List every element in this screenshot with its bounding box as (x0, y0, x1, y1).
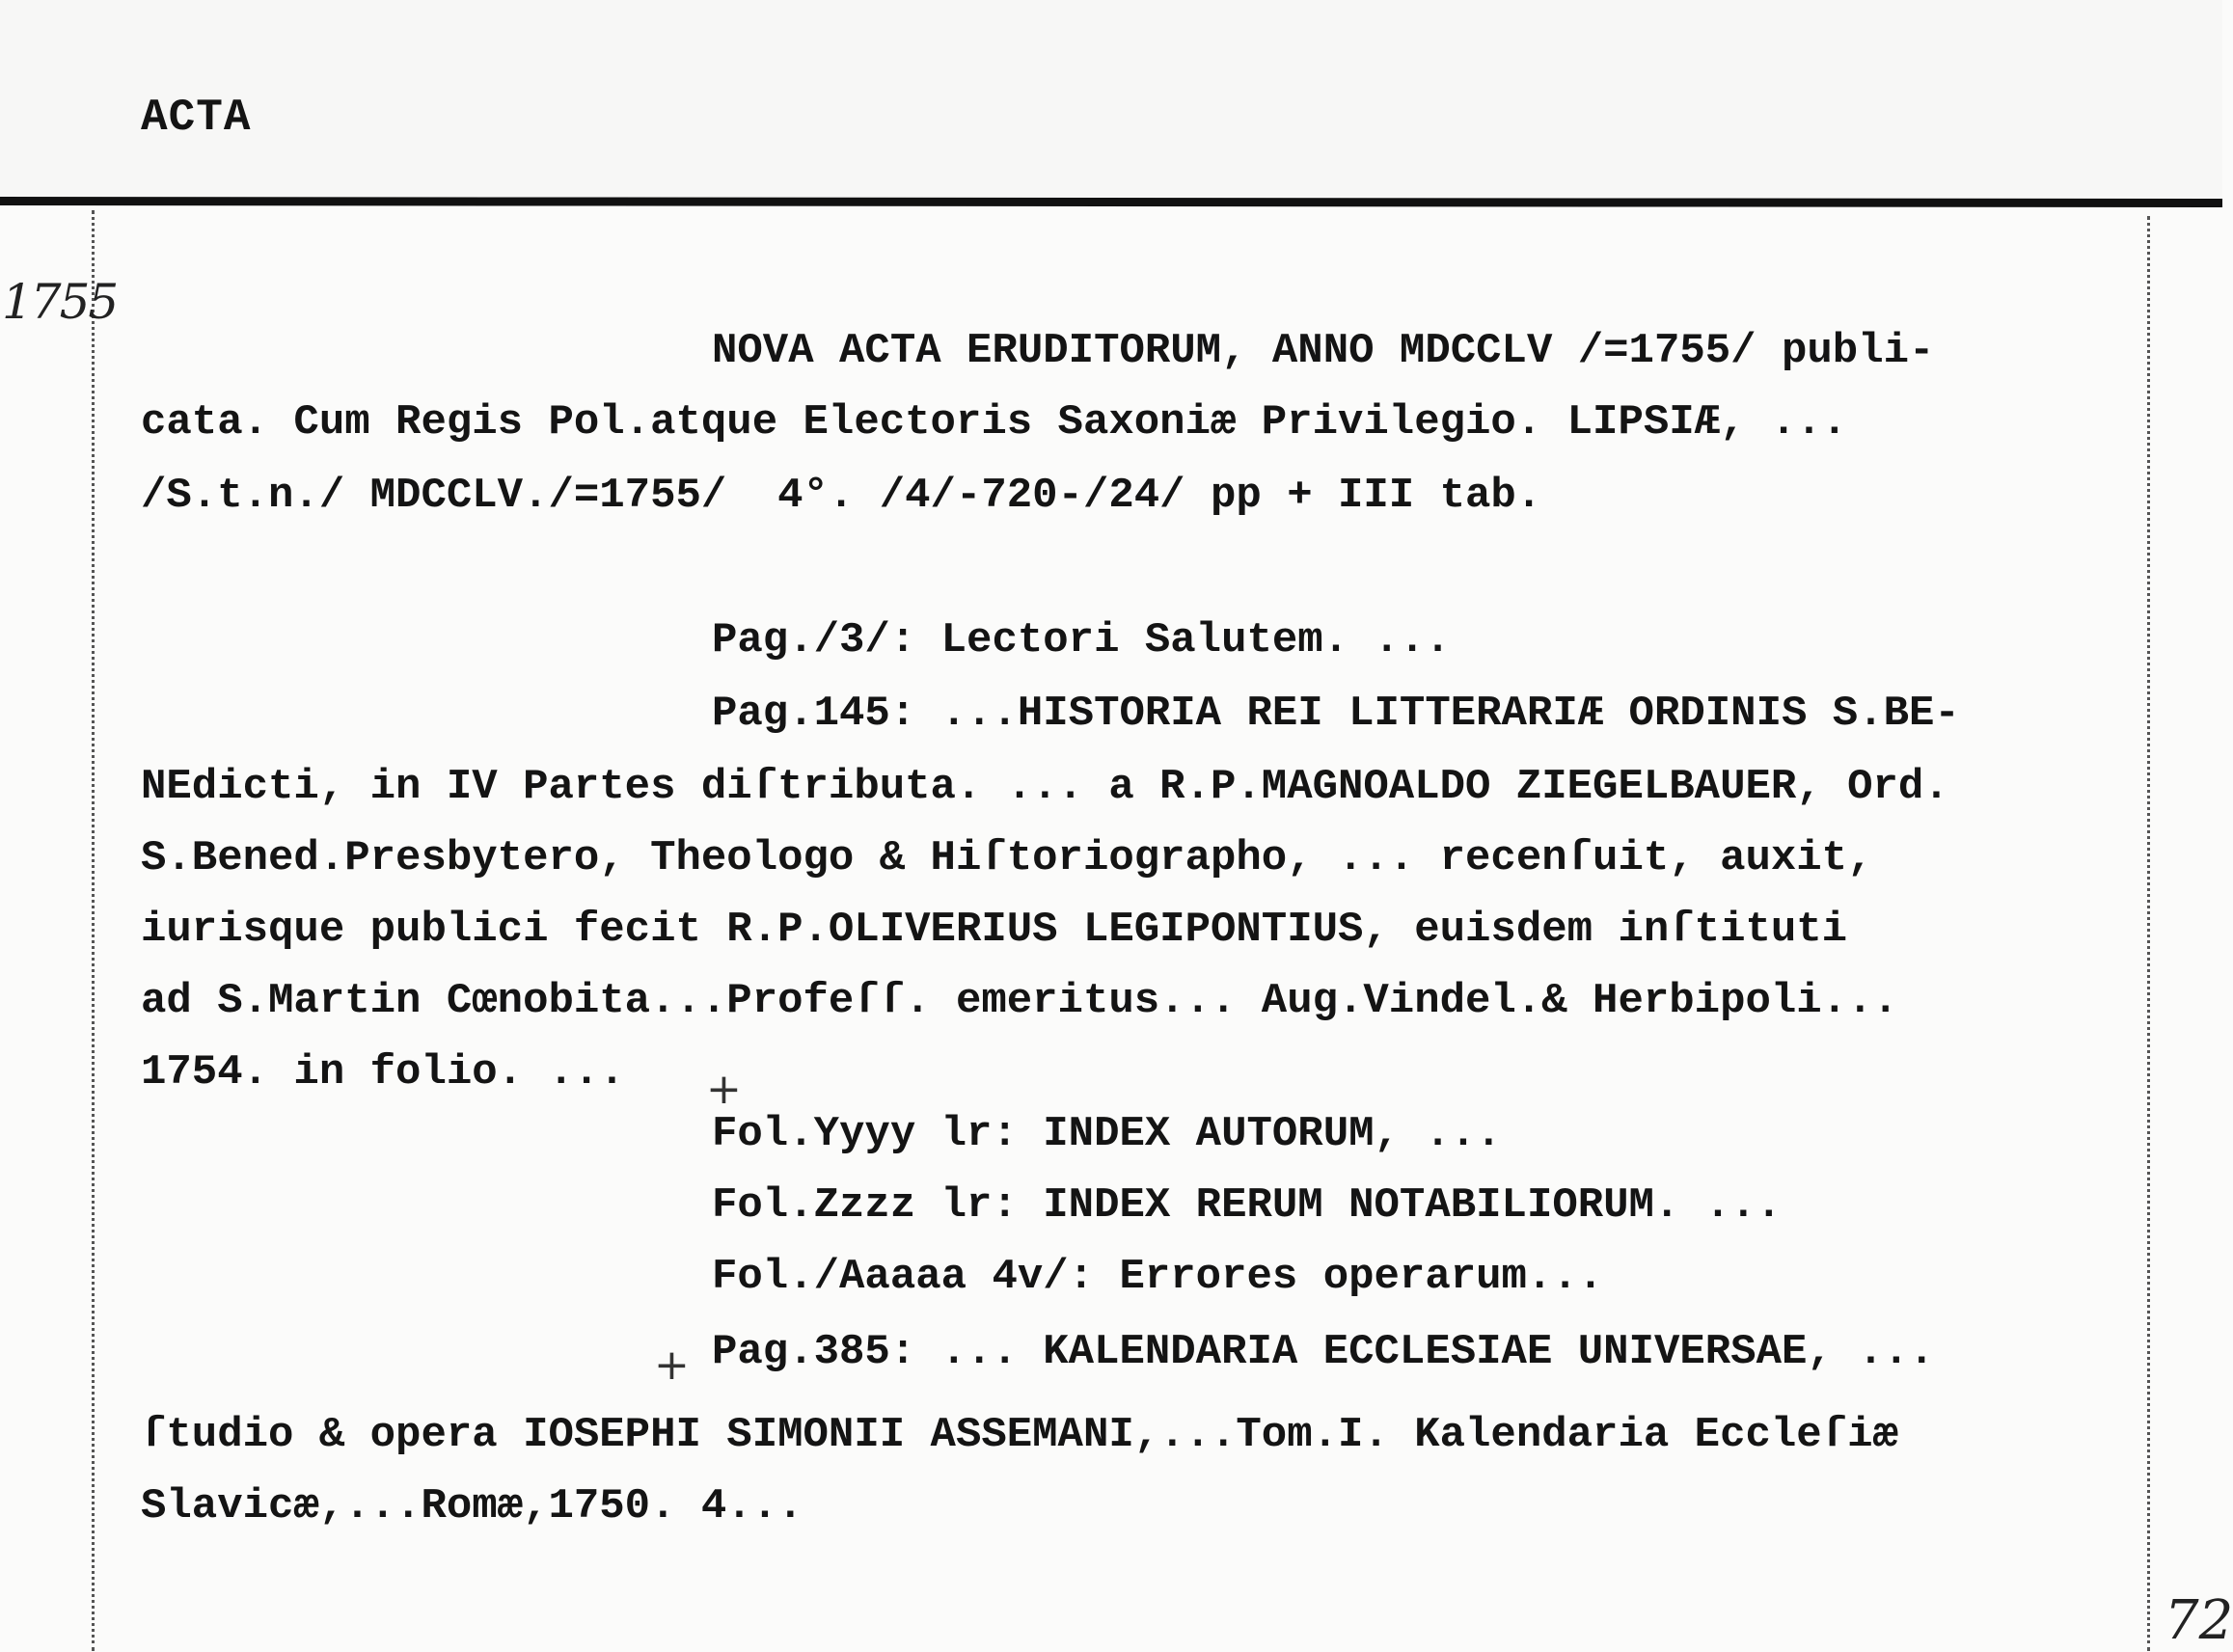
header-rule (0, 197, 2222, 207)
handwritten-cross-mark: + (654, 1341, 690, 1390)
entry-continuation-line: NEdicti, in IV Partes diſtributa. ... a R.P.MAGNOALDO ZIEGELBAUER, Ord. (141, 763, 1949, 811)
entry-continuation-line: Slavicæ,...Romæ,1750. 4... (141, 1482, 803, 1530)
entry-line: Pag.145: ...HISTORIA REI LITTERARIÆ ORDINIS S.BE- (712, 690, 1960, 738)
card-heading: ACTA (141, 93, 252, 143)
entry-continuation-line: 1754. in folio. ... (141, 1048, 625, 1097)
title-line: NOVA ACTA ERUDITORUM, ANNO MDCCLV /=1755/ publi- (712, 327, 1935, 375)
entry-line: Pag.385: ... KALENDARIA ECCLESIAE UNIVERSAE, ... (712, 1328, 1935, 1376)
imprint-line: /S.t.n./ MDCCLV./=1755/ 4°. /4/-720-/24/ pp + III tab. (141, 472, 1542, 520)
entry-continuation-line: ſtudio & opera IOSEPHI SIMONII ASSEMANI,...Tom.I. Kalendaria Eccleſiæ (141, 1411, 1898, 1459)
title-continuation-line: cata. Cum Regis Pol.atque Electoris Saxoniæ Privilegio. LIPSIÆ, ... (141, 398, 1848, 447)
card-header-band (0, 0, 2222, 197)
handwritten-cross-mark: + (706, 1065, 742, 1114)
entry-continuation-line: iurisque publici fecit R.P.OLIVERIUS LEGIPONTIUS, euisdem inſtituti (141, 906, 1848, 954)
folio-line: Fol.Yyyy lr: INDEX AUTORUM, ... (712, 1110, 1502, 1158)
handwritten-year-note: 1755 (2, 274, 118, 330)
folio-line: Fol./Aaaaa 4v/: Errores operarum... (712, 1253, 1604, 1301)
entry-continuation-line: S.Bened.Presbytero, Theologo & Hiſtoriographo, ... recenſuit, auxit, (141, 834, 1873, 882)
entry-continuation-line: ad S.Martin Cœnobita...Profeſſ. emeritus... Aug.Vindel.& Herbipoli... (141, 977, 1898, 1025)
right-dotted-margin (2147, 216, 2150, 1651)
handwritten-page-number: 72 (2165, 1589, 2233, 1652)
folio-line: Fol.Zzzz lr: INDEX RERUM NOTABILIORUM. ... (712, 1181, 1782, 1230)
entry-line: Pag./3/: Lectori Salutem. ... (712, 616, 1451, 664)
left-dotted-margin (92, 210, 95, 1651)
